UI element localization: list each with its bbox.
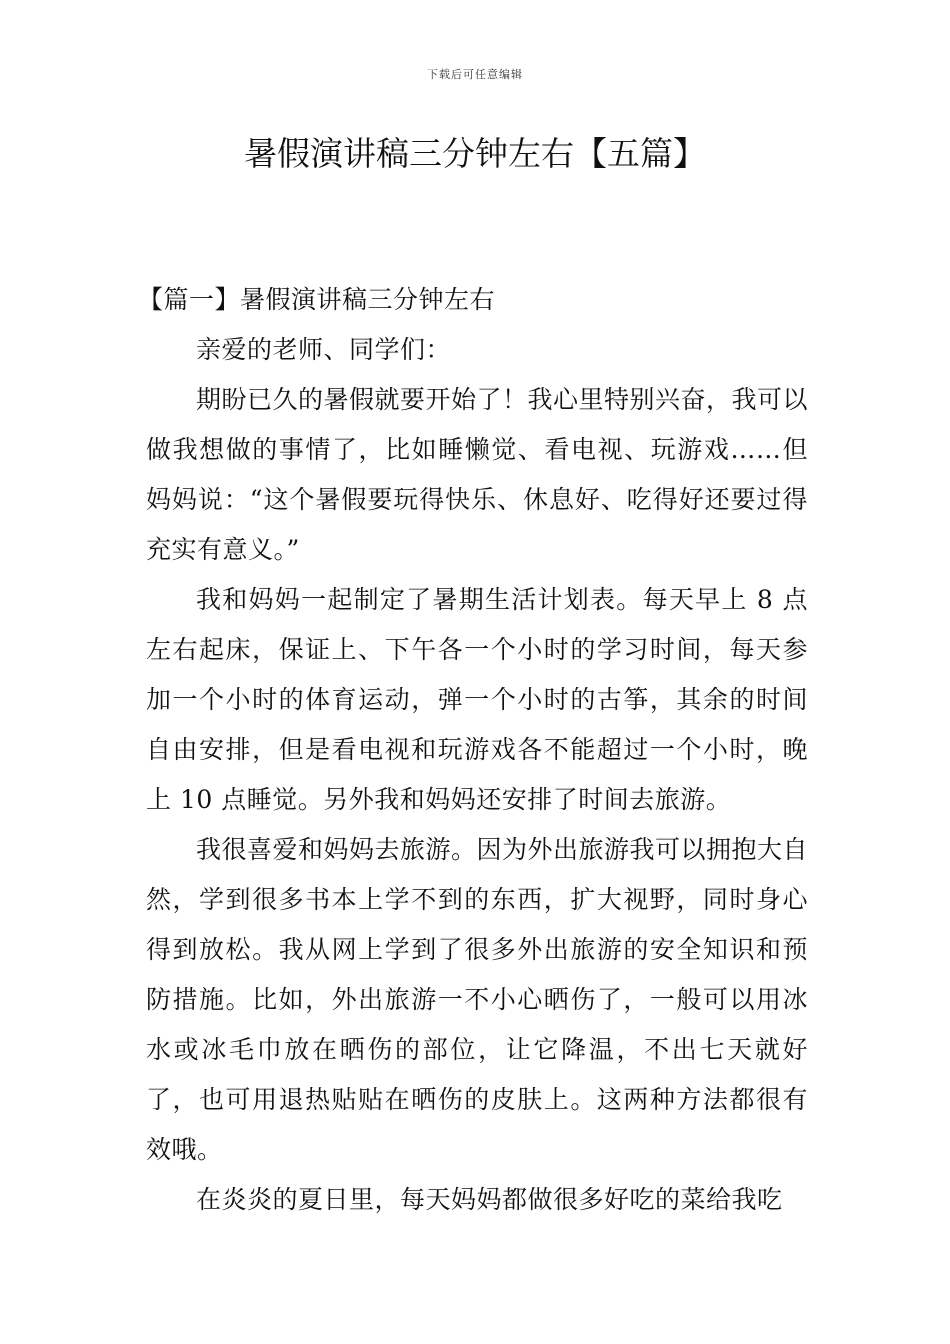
greeting: 亲爱的老师、同学们： (196, 335, 452, 364)
paragraph: 在炎炎的夏日里，每天妈妈都做很多好吃的菜给我吃 (196, 1185, 783, 1214)
paragraph: 期盼已久的暑假就要开始了！我心里特别兴奋，我可以做我想做的事情了，比如睡懒觉、看电视、玩游戏……但妈妈说：“这个暑假要玩得快乐、休息好、吃得好还要过得充实有意义。” (146, 385, 809, 564)
document-title: 暑假演讲稿三分钟左右【五篇】 (244, 134, 706, 173)
document-body (138, 275, 809, 1225)
paragraph: 我和妈妈一起制定了暑期生活计划表。每天早上 8 点左右起床，保证上、下午各一个小时的学习时间，每天参加一个小时的体育运动，弹一个小时的古筝，其余的时间自由安排，但是看电视和玩游戏各不能超过一个小时，晚上 10 点睡觉。另外我和妈妈还安排了时间去旅游。 (146, 585, 808, 814)
header-note: 下载后可任意编辑 (427, 68, 523, 81)
section-heading: 【篇一】暑假演讲稿三分钟左右 (138, 285, 496, 314)
paragraph: 我很喜爱和妈妈去旅游。因为外出旅游我可以拥抱大自然，学到很多书本上学不到的东西，扩大视野，同时身心得到放松。我从网上学到了很多外出旅游的安全知识和预防措施。比如，外出旅游一不小心晒伤了，一般可以用冰水或冰毛巾放在晒伤的部位，让它降温，不出七天就好了，也可用退热贴贴在晒伤的皮肤上。这两种方法都很有效哦。 (146, 835, 809, 1164)
